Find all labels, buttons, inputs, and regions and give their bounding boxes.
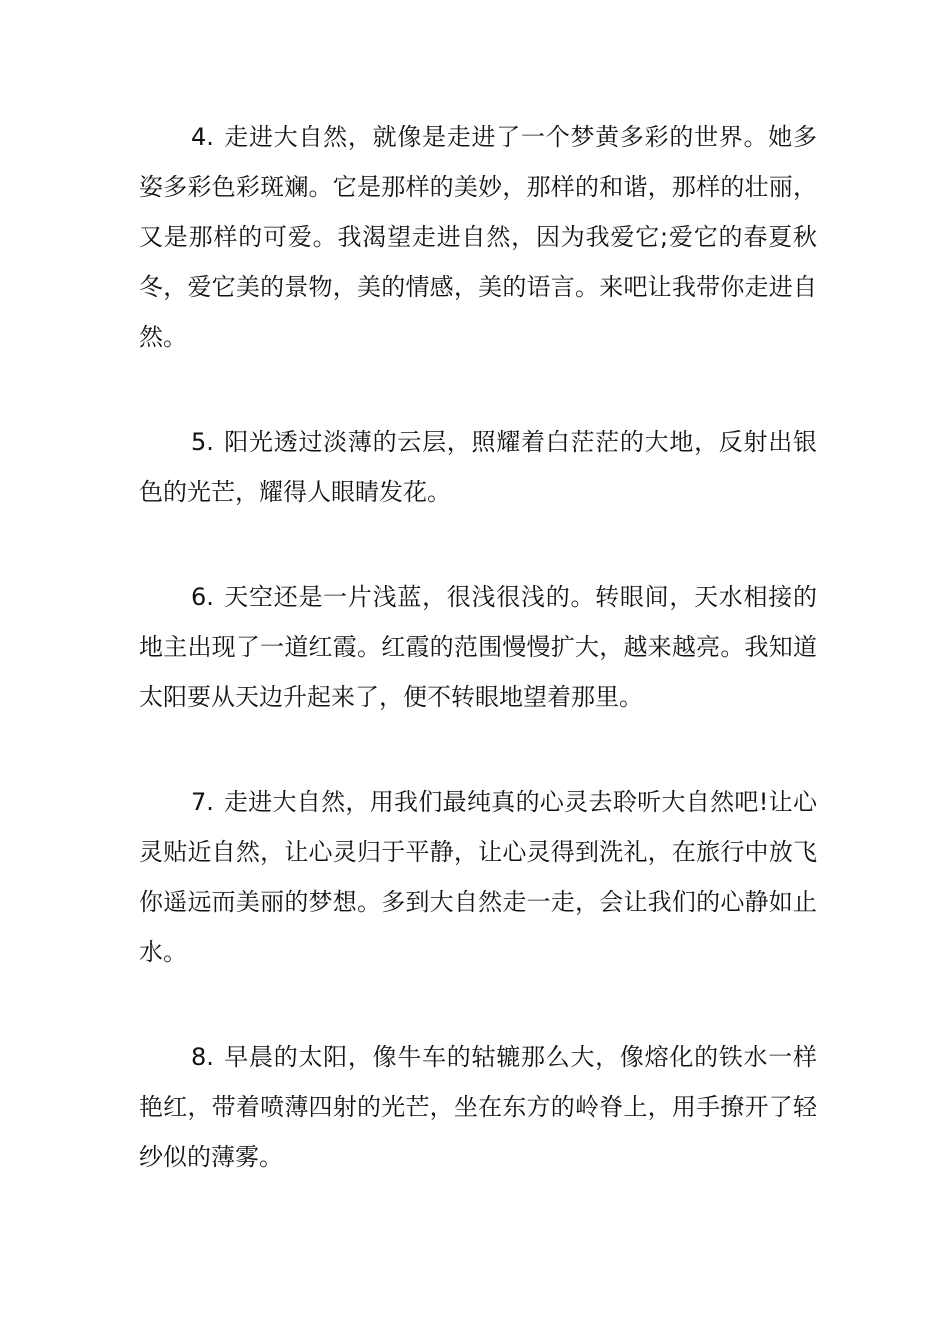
paragraph-text: 走进大自然，用我们最纯真的心灵去聆听大自然吧!让心灵贴近自然，让心灵归于平静，让心灵得到洗礼，在旅行中放飞你遥远而美丽的梦想。多到大自然走一走，会让我们的心静如止水。 [139,788,817,966]
paragraph-text: 阳光透过淡薄的云层，照耀着白茫茫的大地，反射出银色的光芒，耀得人眼睛发花。 [139,428,817,506]
paragraph-5 [139,417,817,517]
document-body [139,112,817,1182]
paragraph-8 [139,1032,817,1182]
paragraph-number: 7. [191,788,214,816]
paragraph-4 [139,112,817,362]
paragraph-number: 6. [191,583,214,611]
paragraph-number: 5. [191,428,214,456]
paragraph-6 [139,572,817,722]
paragraph-number: 8. [191,1043,214,1071]
paragraph-7 [139,777,817,977]
paragraph-text: 走进大自然，就像是走进了一个梦黄多彩的世界。她多姿多彩色彩斑斓。它是那样的美妙，那样的和谐，那样的壮丽，又是那样的可爱。我渴望走进自然，因为我爱它;爱它的春夏秋冬，爱它美的景物，美的情感，美的语言。来吧让我带你走进自然。 [139,123,817,351]
paragraph-text: 早晨的太阳，像牛车的轱辘那么大，像熔化的铁水一样艳红，带着喷薄四射的光芒，坐在东方的岭脊上，用手撩开了轻纱似的薄雾。 [139,1043,817,1171]
paragraph-number: 4. [191,123,214,151]
paragraph-text: 天空还是一片浅蓝，很浅很浅的。转眼间，天水相接的地主出现了一道红霞。红霞的范围慢慢扩大，越来越亮。我知道太阳要从天边升起来了，便不转眼地望着那里。 [139,583,817,711]
